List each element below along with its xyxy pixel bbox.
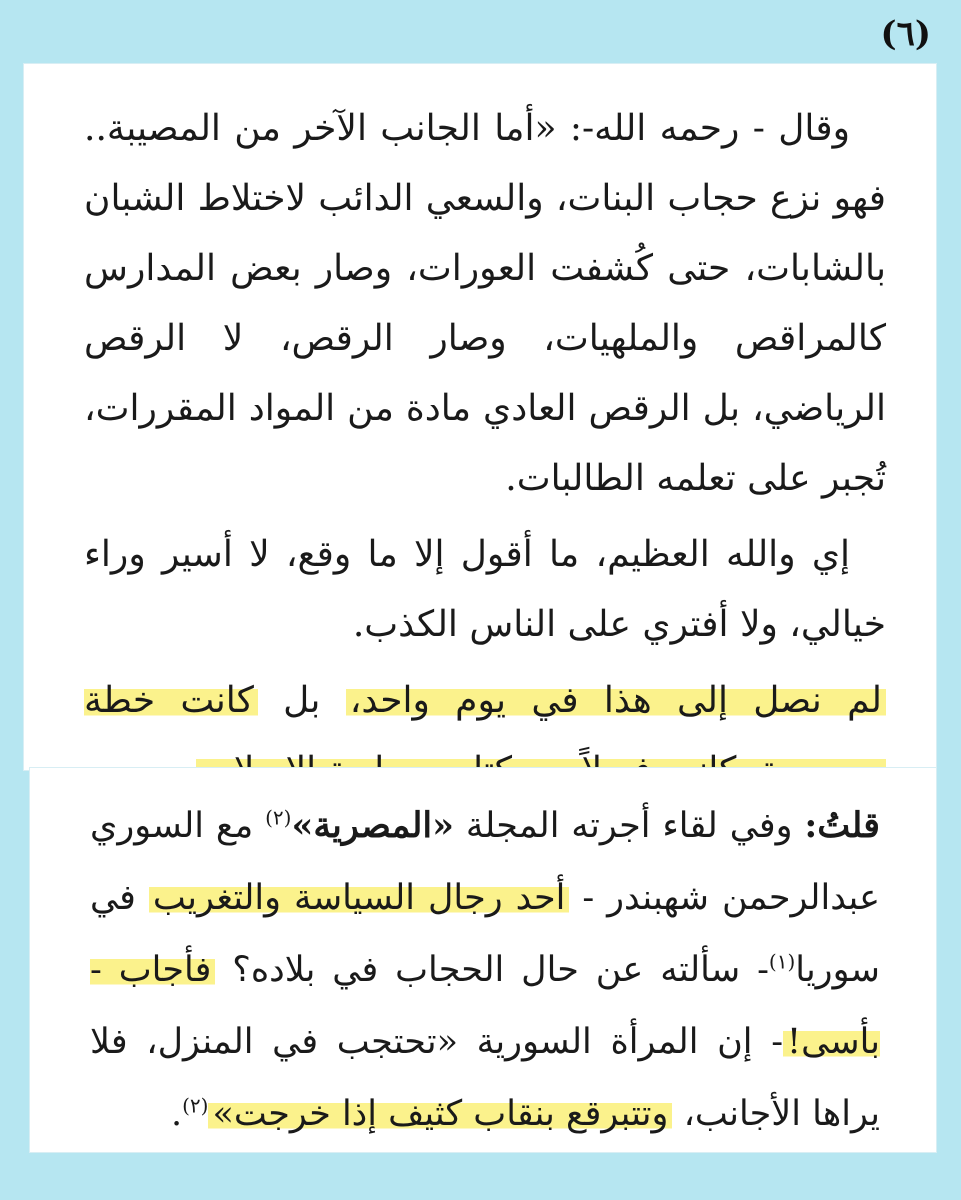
paragraph-quote-intro: وقال - رحمه الله-: «أما الجانب الآخر من المصيبة.. فهو نزع حجاب البنات، والسعي الدائب لاختلاط الشبان بالشابات، حتى كُشفت العورات، وصار بعض المدارس كالمراقص والملهيات، وصار الرقص، لا الرقص الرياضي، بل الرقص العادي مادة من المواد المقررات، تُجبر على تعلمه الطالبات.: [84, 108, 886, 499]
text-interview-1: وفي لقاء أجرته المجلة: [454, 806, 805, 846]
highlight-not-in-one-day: لم نصل إلى هذا في يوم واحد،: [346, 680, 886, 721]
label-qultu: قلتُ:: [804, 805, 880, 846]
text-interview-2: مع السوري عبدالرحمن شهبندر -: [90, 806, 881, 918]
excerpt-bottom-panel: [30, 768, 936, 1152]
text-but: بل: [257, 680, 346, 721]
excerpt-top-panel: [24, 64, 936, 770]
page-number: (٦): [880, 14, 931, 54]
text-interview-3: في سوريا: [90, 878, 880, 990]
footnote-marker: (٢): [265, 805, 292, 830]
footnote-marker: (٢): [182, 1093, 209, 1118]
highlight-answered-sadly: فأجاب - بأسى!: [90, 950, 880, 1062]
highlight-planned-scheme: كانت خطة: [84, 680, 886, 791]
highlight-westernization: أحد رجال السياسة والتغريب: [149, 878, 569, 918]
magazine-name: «المصرية»: [291, 805, 455, 846]
footnote-marker: (١): [768, 949, 796, 974]
text-period: .: [170, 1094, 183, 1134]
text-interview-4: - سألته عن حال الحجاب في بلاده؟: [215, 950, 769, 990]
paragraph-oath: إي والله العظيم، ما أقول إلا ما وقع، لا أسير وراء خيالي، ولا أفتري على الناس الكذب.: [84, 534, 886, 645]
text-interview-5: - إن المرأة السورية «تحتجب في المنزل، فلا يراها الأجانب،: [90, 1022, 880, 1134]
paragraph-interview: [90, 790, 880, 1150]
highlight-thick-veil: وتتبرقع بنقاب كثيف إذا خرجت»: [208, 1094, 672, 1134]
